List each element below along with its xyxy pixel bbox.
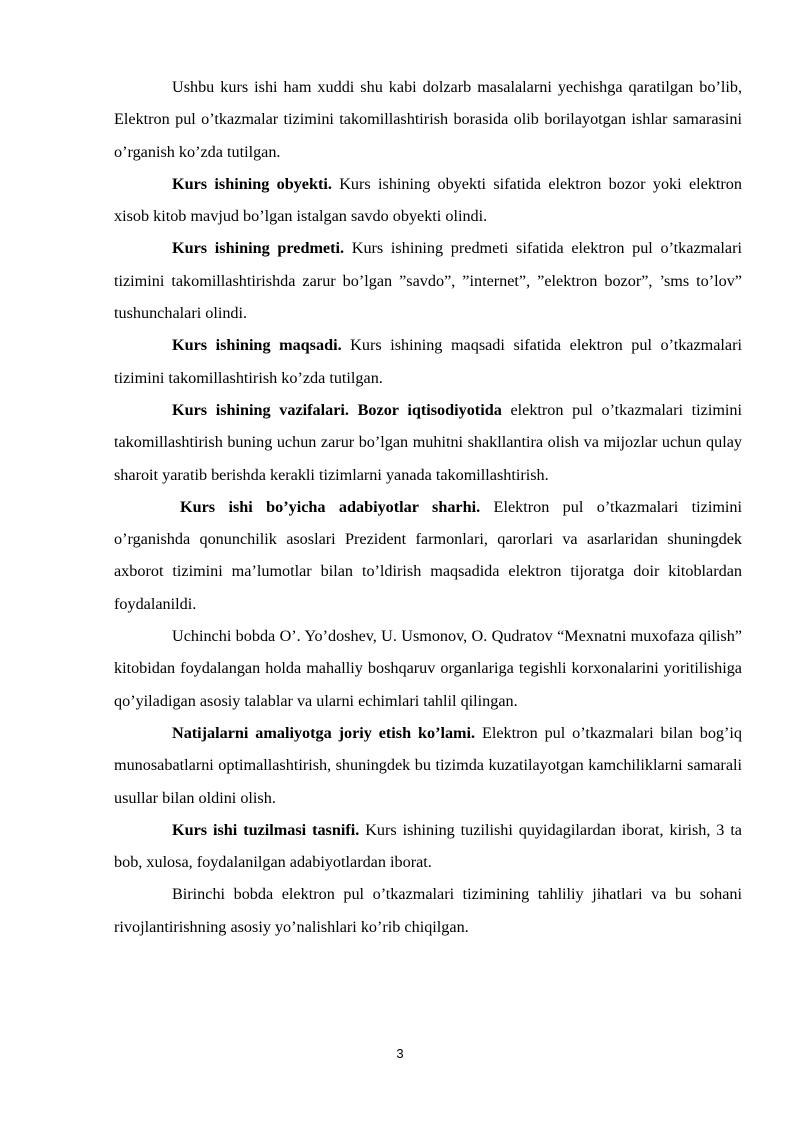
- paragraph-structure: [114, 814, 742, 879]
- paragraph-object: [114, 168, 742, 233]
- paragraph-text: elektron pul o’tkazmalari tizimini takomillashtirish buning uchun zarur bo’lgan muhitni shakllantira olish va mijozlar uchun qulay sharoit yaratib berishda kerakli tizimlarni yanada takomillashtirish.: [114, 400, 742, 484]
- paragraph-text: Kurs ishining tuzilishi quyidagilardan iborat, kirish, 3 ta bob, xulosa, foydalanilgan adabiyotlardan iborat.: [114, 820, 742, 872]
- paragraph-text: Kurs ishining maqsadi sifatida elektron pul o’tkazmalari tizimini takomillashtirish ko’zda tutilgan.: [114, 336, 743, 387]
- paragraph-tasks: [114, 394, 742, 491]
- paragraph-text: Elektron pul o’tkazmalari tizimini o’rganishda qonunchilik asoslari Prezident farmonlari, qarorlari va asarlaridan shuningdek axborot tizimini ma’lumotlar bilan to’ldirish maqsadida elektron tijoratga doir kitoblardan foydalanildi.: [114, 497, 742, 613]
- paragraph-goal: [114, 329, 742, 394]
- paragraph-first-chapter: [114, 878, 742, 943]
- paragraph-lead: Kurs ishining vazifalari. Bozor iqtisodiyotida: [172, 400, 502, 419]
- paragraph-third-chapter: [114, 620, 742, 717]
- paragraph-subject: [114, 232, 742, 329]
- paragraph-intro: [114, 71, 742, 168]
- paragraph-lead: Kurs ishining maqsadi.: [172, 336, 342, 355]
- paragraph-text: Kurs ishining predmeti sifatida elektron pul o’tkazmalari tizimini takomillashtirishda zarur bo’lgan ”savdo”, ”internet”, ”elektron bozor”, ’sms to’lov” tushunchalari olindi.: [114, 239, 742, 323]
- paragraph-lead: Kurs ishining predmeti.: [172, 239, 345, 258]
- paragraph-text: Kurs ishining obyekti sifatida elektron bozor yoki elektron xisob kitob mavjud bo’lgan istalgan savdo obyekti olindi.: [114, 174, 742, 226]
- paragraph-results: [114, 717, 742, 814]
- paragraph-lead: Kurs ishi bo’yicha adabiyotlar sharhi.: [180, 497, 481, 516]
- paragraph-text: Ushbu kurs ishi ham xuddi shu kabi dolzarb masalalarni yechishga qaratilgan bo’lib, Elektron pul o’tkazmalar tizimini takomillashtirish borasida olib borilayotgan ishlar samarasini o’rganish ko’zda tutilgan.: [114, 78, 742, 161]
- paragraph-text: Birinchi bobda elektron pul o’tkazmalari tizimining tahliliy jihatlari va bu sohani rivojlantirishning asosiy yo’nalishlari ko’rib chiqilgan.: [114, 885, 742, 936]
- page-number: 3: [396, 1046, 404, 1061]
- paragraph-lead: Kurs ishi tuzilmasi tasnifi.: [172, 820, 360, 839]
- paragraph-lead: Kurs ishining obyekti.: [172, 174, 332, 193]
- paragraph-lead: Natijalarni amaliyotga joriy etish ko’lami.: [172, 723, 476, 742]
- page-content: [114, 71, 742, 943]
- paragraph-text: Uchinchi bobda O’. Yo’doshev, U. Usmonov, O. Qudratov “Mexnatni muxofaza qilish” kitobidan foydalangan holda mahalliy boshqaruv organlariga tegishli korxonalarini yoritilishiga qo’yiladigan asosiy talablar va ularni echimlari tahlil qilingan.: [114, 627, 742, 710]
- paragraph-literature-review: [114, 491, 742, 620]
- paragraph-text: Elektron pul o’tkazmalari bilan bog’iq munosabatlarni optimallashtirish, shuningdek bu tizimda kuzatilayotgan kamchiliklarni samarali usullar bilan oldini olish.: [114, 723, 742, 807]
